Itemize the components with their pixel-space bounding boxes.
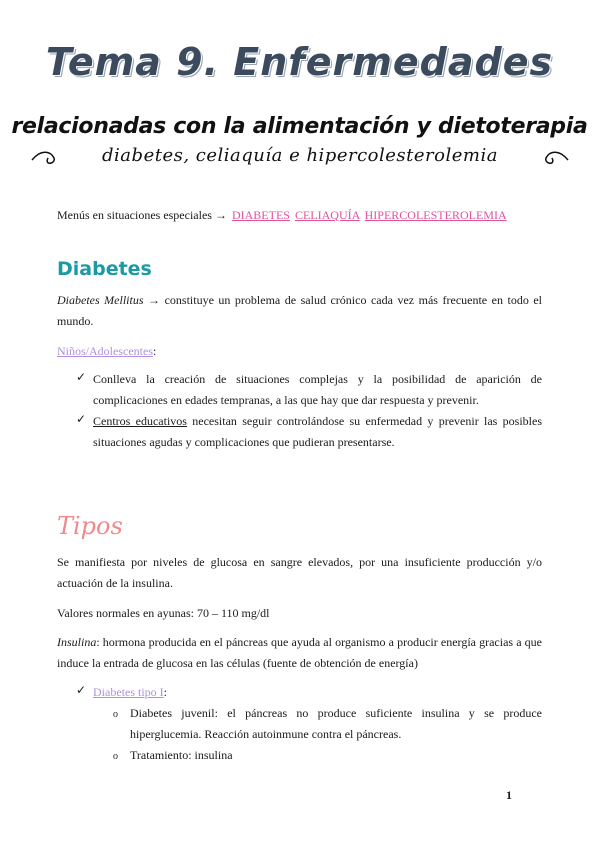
heading-diabetes: Diabetes — [57, 258, 152, 280]
insulina-text: : hormona producida en el páncreas que ayuda al organismo a producir energía gracias a que induce la entrada de glucosa en las células (fuente de obtención de energía) — [57, 635, 542, 670]
insulina-term: Insulina — [57, 635, 97, 649]
tipo1-line: Diabetes tipo I: — [93, 685, 167, 699]
title-line-3-wrapper — [30, 144, 570, 172]
title-line-1: Tema 9. Enfermedades — [45, 40, 554, 84]
ninos-line: Niños/Adolescentes: — [57, 344, 157, 358]
link-celiaquia[interactable]: CELIAQUÍA — [294, 208, 360, 222]
title-line-2: relacionadas con la alimentación y dietoterapia — [11, 114, 588, 139]
check-icon: ✓ — [76, 370, 87, 384]
menus-line — [57, 208, 507, 223]
bullet2-text: necesitan seguir controlándose su enfermedad y prevenir las posibles situaciones agudas y complicaciones que pudieran presentarse. — [93, 414, 542, 449]
tipos-para-2: Valores normales en ayunas: 70 – 110 mg/dl — [57, 606, 270, 620]
bullet-icon: o — [113, 709, 118, 720]
link-diabetes[interactable]: DIABETES — [231, 208, 290, 222]
tipos-para-1: Se manifiesta por niveles de glucosa en sangre elevados, por una insuficiente producción y/o actuación de la insulina. — [57, 555, 542, 590]
page-number: 1 — [506, 788, 512, 802]
diabetes-bullet-1: Conlleva la creación de situaciones complejas y la posibilidad de aparición de complicaciones en edades tempranas, a las que hay que dar respuesta y prevenir. — [93, 372, 542, 407]
title-line-3: diabetes, celiaquía e hipercolesterolemia — [102, 145, 498, 166]
intro-term: Diabetes Mellitus — [57, 293, 144, 307]
bullet-icon: o — [113, 751, 118, 762]
ninos-link[interactable]: Niños/Adolescentes — [57, 344, 153, 358]
menus-prefix: Menús en situaciones especiales → — [57, 208, 227, 222]
tipo1-link[interactable]: Diabetes tipo I — [93, 685, 164, 699]
check-icon: ✓ — [76, 412, 87, 426]
bullet2-term: Centros educativos — [93, 414, 187, 428]
check-icon: ✓ — [76, 683, 87, 697]
link-hipercolesterolemia[interactable]: HIPERCOLESTEROLEMIA — [364, 208, 507, 222]
diabetes-intro — [57, 290, 542, 332]
heading-tipos: Tipos — [57, 512, 123, 540]
insulina-para — [57, 632, 542, 674]
tipo1-sub-1: Diabetes juvenil: el páncreas no produce suficiente insulina y se produce hiperglucemia. Reacción autoinmune contra el páncreas. — [130, 706, 542, 741]
diabetes-bullet-2 — [93, 411, 542, 453]
intro-text: → constituye un problema de salud crónico cada vez más frecuente en todo el mundo. — [57, 293, 543, 328]
tipo1-sub-2: Tratamiento: insulina — [130, 748, 233, 762]
